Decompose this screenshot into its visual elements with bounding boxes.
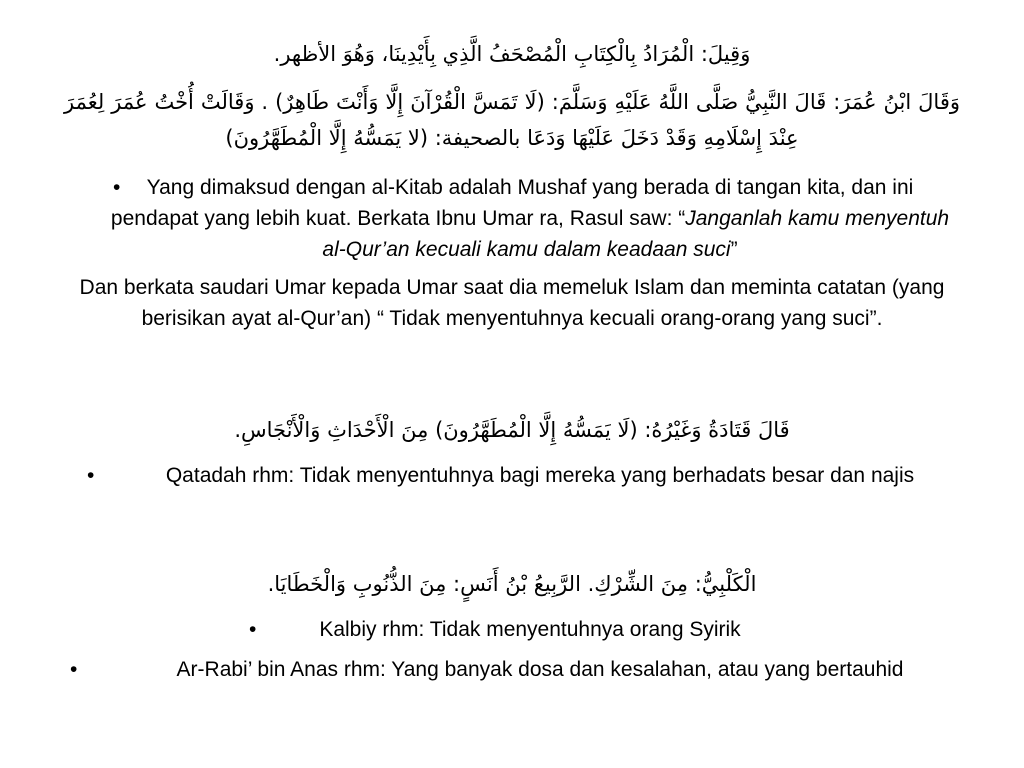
arabic-text-line-2: وَقَالَ ابْنُ عُمَرَ: قَالَ النَّبِيُّ صَلَّى اللَّهُ عَلَيْهِ وَسَلَّمَ: (لَا تَمَسَّ الْقُرْآنَ إِلَّا وَأَنْتَ طَاهِرٌ) . وَقَالَتْ أُخْتُ عُمَرَ لِعُمَرَ عِنْدَ إِسْلَامِهِ وَقَدْ دَخَلَ عَلَيْهَا وَدَعَا بالصحيفة: (لا يَمَسُّهُ إِلَّا الْمُطَهَّرُونَ) bbox=[64, 90, 960, 150]
arabic-text-line-4: الْكَلْبِيُّ: مِنَ الشِّرْكِ. الرَّبِيعُ بْنُ أَنَسٍ: مِنَ الذُّنُوبِ وَالْخَطَايَا. bbox=[267, 572, 757, 596]
bullet-icon: • bbox=[249, 618, 257, 641]
bullet-icon: • bbox=[70, 658, 78, 681]
paragraph-saudari-umar: Dan berkata saudari Umar kepada Umar saat dia memeluk Islam dan meminta catatan (yang berisikan ayat al-Qur’an) “ Tidak menyentuhnya kecuali orang-orang yang suci”. bbox=[79, 276, 945, 330]
bullet-item-3-text: Kalbiy rhm: Tidak menyentuhnya orang Syirik bbox=[319, 618, 741, 641]
bullet-item-1-quote: Janganlah kamu menyentuh al-Qur’an kecuali kamu dalam keadaan suci bbox=[322, 207, 950, 261]
arabic-text-line-1: وَقِيلَ: الْمُرَادُ بِالْكِتَابِ الْمُصْحَفُ الَّذِي بِأَيْدِينَا، وَهُوَ الأظهر. bbox=[273, 42, 751, 66]
bullet-item-1-text bbox=[100, 172, 960, 265]
bullet-item-1-lead: Yang dimaksud dengan al-Kitab adalah Mushaf yang berada di tangan kita, dan ini pendapat yang lebih kuat. Berkata Ibnu Umar ra, Rasul saw: “ bbox=[110, 176, 914, 230]
bullet-icon: • bbox=[113, 176, 121, 199]
bullet-item-1-close-quote: ” bbox=[730, 238, 738, 261]
arabic-text-line-3: قَالَ قَتَادَةُ وَغَيْرُهُ: (لَا يَمَسُّهُ إِلَّا الْمُطَهَّرُونَ) مِنَ الْأَحْدَاثِ وَالْأَنْجَاسِ. bbox=[234, 418, 790, 442]
bullet-icon: • bbox=[87, 464, 95, 487]
bullet-item-4-text: Ar-Rabi’ bin Anas rhm: Yang banyak dosa dan kesalahan, atau yang bertauhid bbox=[176, 658, 904, 681]
bullet-item-2-text: Qatadah rhm: Tidak menyentuhnya bagi mereka yang berhadats besar dan najis bbox=[165, 464, 915, 487]
